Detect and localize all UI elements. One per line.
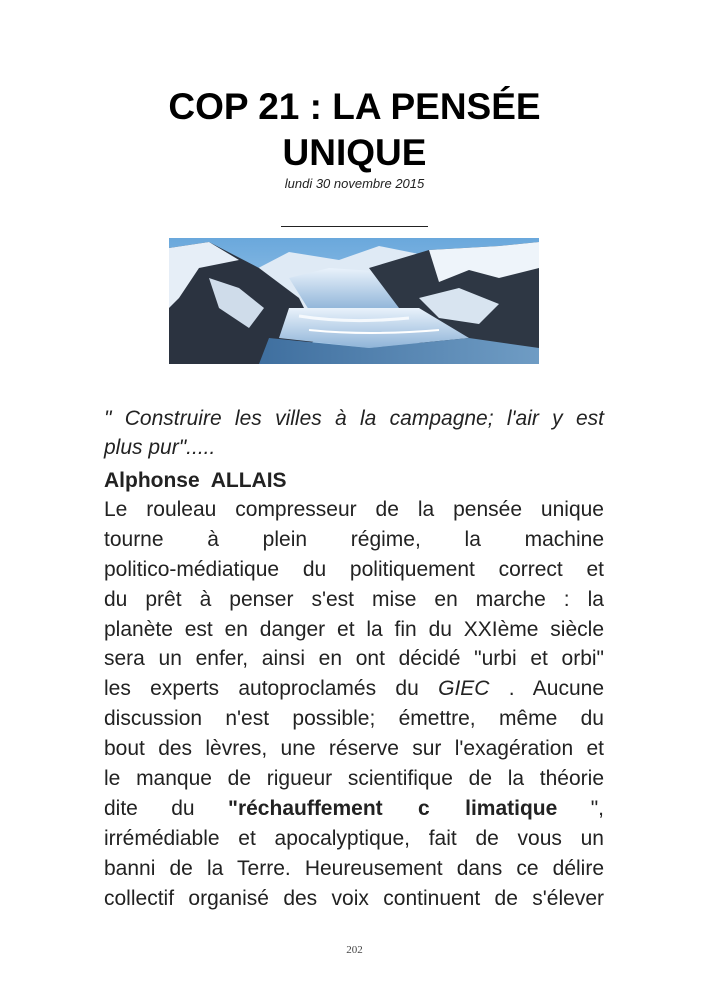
- paragraph-line: banni de la Terre. Heureusement dans ce délire: [104, 856, 604, 880]
- paragraph-line: le manque de rigueur scientifique de la théorie: [104, 767, 604, 791]
- paragraph-line: politico-médiatique du politiquement correct et: [104, 557, 604, 581]
- paragraph-line: du prêt à penser s'est mise en marche : la: [104, 587, 604, 611]
- paragraph-line: Le rouleau compresseur de la pensée unique: [104, 498, 604, 521]
- article-paragraph: [104, 495, 604, 913]
- paragraph-line: tourne à plein régime, la machine: [104, 527, 604, 551]
- paragraph-line: planète est en danger et la fin du XXIème siècle: [104, 617, 604, 641]
- paragraph-line: [104, 674, 604, 704]
- paragraph-line: [104, 794, 604, 824]
- title-line-2: UNIQUE: [282, 132, 427, 173]
- quote: [104, 404, 604, 462]
- paragraph-text: . Aucune: [489, 677, 604, 701]
- title-line-1: COP 21 : LA PENSÉE: [168, 86, 541, 127]
- giec-text: GIEC: [438, 677, 490, 701]
- separator-line: [281, 226, 428, 227]
- quote-author: Alphonse ALLAIS: [104, 469, 287, 492]
- paragraph-line: bout des lèvres, une réserve sur l'exagération et: [104, 737, 604, 761]
- paragraph-text: ",: [557, 796, 604, 820]
- paragraph-text: dite du: [104, 796, 228, 820]
- paragraph-line: discussion n'est possible; émettre, même du: [104, 707, 604, 731]
- paragraph-line: collectif organisé des voix continuent de s'élever: [104, 886, 604, 910]
- paragraph-line: irrémédiable et apocalyptique, fait de vous un: [104, 826, 604, 850]
- quote-line-2: plus pur".....: [104, 436, 216, 459]
- emphasis-text: "réchauffement c limatique: [228, 796, 558, 820]
- page-title: [0, 84, 709, 176]
- paragraph-text: les experts autoproclamés du: [104, 677, 439, 701]
- quote-line-1: " Construire les villes à la campagne; l'air y est: [104, 407, 604, 430]
- glacier-photo: [169, 238, 539, 364]
- post-date: lundi 30 novembre 2015: [284, 176, 425, 191]
- page-number: 202: [346, 944, 363, 956]
- paragraph-line: sera un enfer, ainsi en ont décidé "urbi et orbi": [104, 647, 604, 671]
